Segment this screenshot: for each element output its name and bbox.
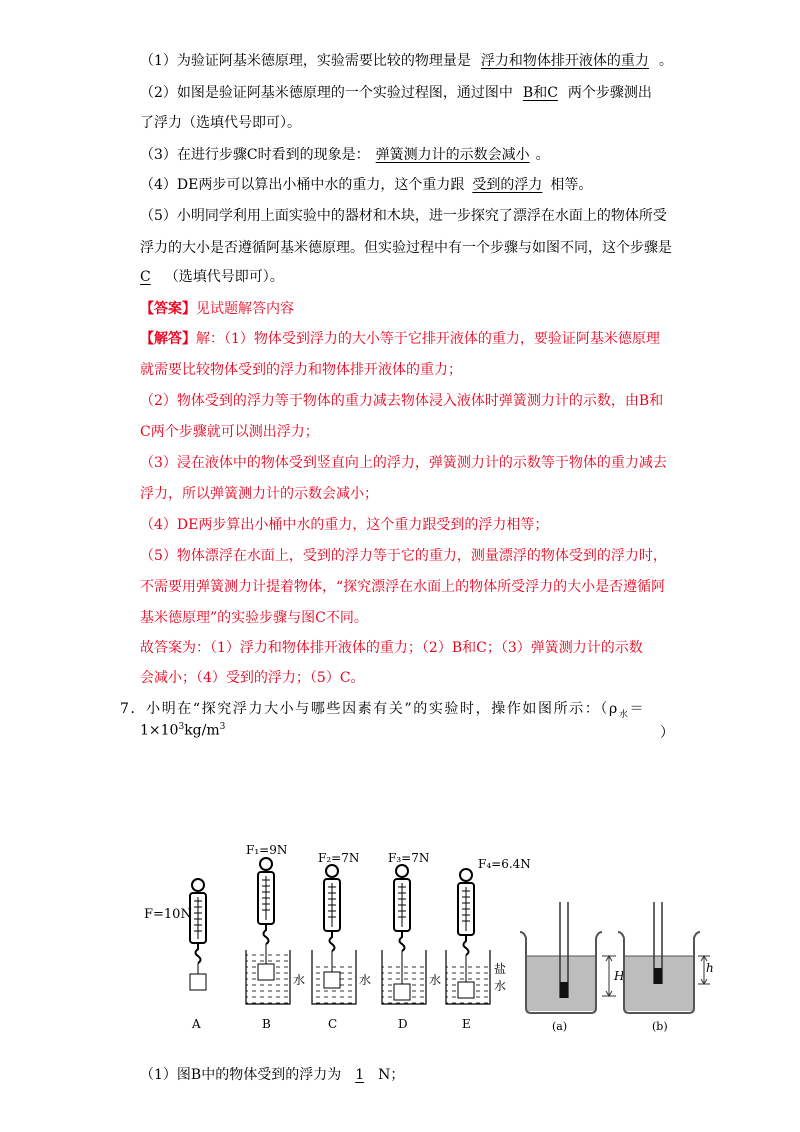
solution-line-9: 不需要用弹簧测力计提着物体，“探究漂浮在水面上的物体所受浮力的大小是否遵循阿: [140, 579, 666, 595]
label-a: (a): [552, 1020, 568, 1033]
spring-scale-d: [382, 865, 426, 1004]
q7-stem-close: ）: [660, 725, 674, 741]
q6-item-1-answer: 浮力和物体排开液体的重力: [480, 53, 649, 69]
spring-scale-a: [190, 879, 206, 990]
experiment-figure: [140, 838, 714, 1034]
q7-stem-line1: [120, 698, 645, 720]
q7-item-1: [140, 1064, 404, 1084]
solution-line-8: （5）物体漂浮在水面上，受到的浮力等于它的重力，测量漂浮的物体受到的浮力时，: [140, 548, 667, 564]
spring-scale-c: [312, 865, 356, 1004]
answer-tag: 【答案】: [140, 301, 196, 317]
q6-item-4-answer: 受到的浮力: [472, 177, 543, 193]
q7-equals: ＝: [629, 701, 646, 717]
label-h: h: [706, 961, 714, 975]
label-water-c: 水: [359, 973, 372, 987]
answer-text: 见试题解答内容: [196, 301, 294, 317]
solution-line-12: 会减小；（4）受到的浮力；（5）C。: [140, 670, 365, 686]
q7-rho-subscript: 水: [618, 709, 630, 720]
label-b: (b): [652, 1020, 668, 1033]
label-salt-water-2: 水: [494, 979, 507, 993]
q6-item-4-text: （4）DE两步可以算出小桶中水的重力，这个重力跟: [140, 177, 465, 193]
q6-item-2-answer: B和C: [522, 85, 558, 101]
q7-item-1-end: N；: [378, 1067, 405, 1083]
q7-density-unit-exp: 3: [219, 722, 226, 732]
q6-item-2-text: （2）如图是验证阿基米德原理的一个实验过程图，通过图中: [140, 85, 513, 101]
solution-line-6: 浮力，所以弹簧测力计的示数会减小；: [140, 486, 378, 502]
label-water-d: 水: [429, 973, 442, 987]
solution-line-3: （2）物体受到的浮力等于物体的重力减去物体浸入液体时弹簧测力计的示数，由B和: [140, 393, 664, 409]
q6-item-4: [140, 174, 592, 194]
q6-item-1: [140, 50, 673, 70]
label-F2: F₂=7N: [318, 851, 360, 865]
label-F3: F₃=7N: [388, 851, 430, 865]
answer-line: [140, 298, 294, 318]
label-F4: F₄=6.4N: [478, 857, 531, 871]
q7-stem-text: 7．小明在“探究浮力大小与哪些因素有关”的实验时，操作如图所示：（ρ: [120, 701, 619, 717]
label-F1: F₁=9N: [246, 843, 288, 857]
q6-item-3: [140, 144, 550, 164]
q6-item-1-text: （1）为验证阿基米德原理，实验需要比较的物理量是: [140, 53, 471, 69]
q6-item-2-cont: 了浮力（选填代号即可）。: [140, 115, 301, 131]
spring-scale-e: [446, 869, 490, 1004]
q7-stem-line2: [140, 722, 225, 739]
q6-item-2: [140, 82, 652, 102]
q6-item-5-end: （选填代号即可）。: [164, 269, 284, 285]
q7-density-unit: kg/m: [184, 722, 220, 739]
label-C: C: [328, 1017, 338, 1031]
q7-item-1-text: （1）图B中的物体受到的浮力为: [140, 1067, 342, 1083]
q6-item-4-end: 相等。: [550, 177, 593, 193]
solution-line-4: C两个步骤就可以测出浮力；: [140, 424, 319, 440]
solution-line-2: 就需要比较物体受到的浮力和物体排开液体的重力；: [140, 362, 462, 378]
q7-item-1-answer: 1: [355, 1067, 365, 1083]
q6-item-3-end: 。: [535, 147, 550, 163]
beaker-b: [618, 902, 710, 1013]
label-D: D: [398, 1017, 408, 1031]
label-F: F=10N: [144, 907, 192, 922]
solution-line-11: 故答案为：（1）浮力和物体排开液体的重力；（2）B和C；（3）弹簧测力计的示数: [140, 640, 643, 656]
label-water-b: 水: [293, 973, 306, 987]
label-B: B: [262, 1017, 271, 1031]
solution-line-1: [140, 328, 660, 348]
q6-item-5-line1: （5）小明同学利用上面实验中的器材和木块，进一步探究了漂浮在水面上的物体所受: [140, 208, 667, 224]
q6-item-5-line2: 浮力的大小是否遵循阿基米德原理。但实验过程中有一个步骤与如图不同，这个步骤是: [140, 240, 672, 256]
q6-item-2-end: 两个步骤测出: [567, 85, 652, 101]
solution-line-10: 基米德原理”的实验步骤与图C不同。: [140, 610, 368, 626]
label-salt-water-1: 盐: [494, 962, 507, 976]
label-E: E: [462, 1017, 471, 1031]
q6-item-3-answer: 弹簧测力计的示数会减小: [375, 147, 530, 163]
solution-text-1: 解：（1）物体受到浮力的大小等于它排开液体的重力，要验证阿基米德原理: [196, 331, 660, 347]
q7-density-exp: 3: [178, 722, 185, 732]
q6-item-5-answer: C: [140, 269, 151, 285]
label-H: H: [614, 969, 625, 983]
solution-line-7: （4）DE两步算出小桶中水的重力，这个重力跟受到的浮力相等；: [140, 517, 549, 533]
q6-item-1-end: 。: [658, 53, 673, 69]
q7-density-base: 1×10: [140, 722, 179, 739]
spring-scale-b: [246, 858, 290, 1004]
label-A: A: [192, 1017, 201, 1031]
q6-item-3-text: （3）在进行步骤C时看到的现象是：: [140, 147, 370, 163]
solution-tag: 【解答】: [140, 331, 196, 347]
q6-item-5-line3: [140, 266, 284, 286]
solution-line-5: （3）浸在液体中的物体受到竖直向上的浮力，弹簧测力计的示数等于物体的重力减去: [140, 455, 667, 471]
beaker-a: [520, 902, 616, 1013]
